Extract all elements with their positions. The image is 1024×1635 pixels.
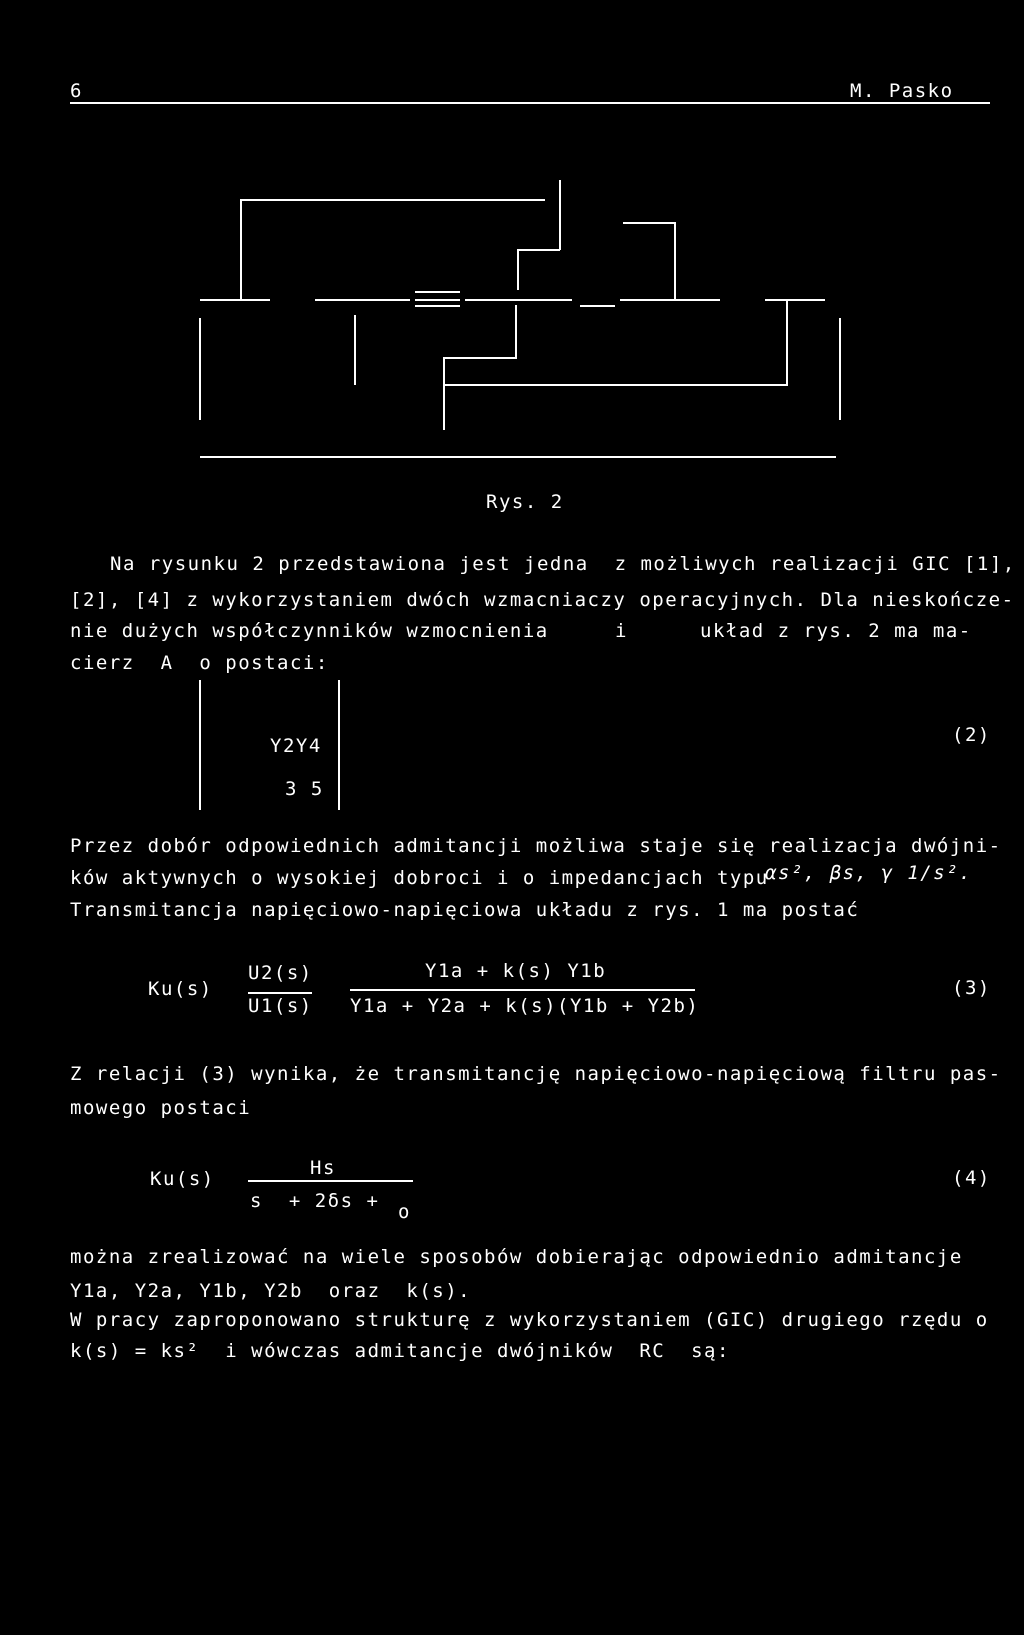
paragraph-line: cierz A o postaci: [70, 652, 329, 674]
fraction-numerator: Y1a + k(s) Y1b [425, 960, 607, 982]
paragraph-line: Z relacji (3) wynika, że transmitancję napięciowo-napięciową filtru pas- [70, 1063, 1002, 1085]
circuit-diagram [0, 0, 1024, 480]
paragraph-line: można zrealizować na wiele sposobów dobierając odpowiednio admitancje [70, 1246, 963, 1268]
fraction-numerator: Hs [310, 1157, 336, 1179]
paragraph-line: ków aktywnych o wysokiej dobroci i o impedancjach typu [70, 867, 769, 889]
impedance-types: αs², βs, γ 1/s². [765, 862, 973, 884]
matrix-entry: Y2Y4 [270, 735, 322, 757]
wire [444, 305, 516, 430]
paragraph-line: k(s) = ks² i wówczas admitancje dwójników RC są: [70, 1340, 730, 1362]
fraction-bar [248, 1180, 413, 1182]
equation-number: (3) [952, 977, 991, 999]
page-number: 6 [70, 80, 83, 102]
fraction-denominator: s + 2δs + [250, 1190, 393, 1212]
running-head-author: M. Pasko [850, 80, 954, 102]
paragraph-line: W pracy zaproponowano strukturę z wykorzystaniem (GIC) drugiego rzędu o [70, 1309, 989, 1331]
fraction-bar [350, 989, 695, 991]
paragraph-line: Przez dobór odpowiednich admitancji możliwa staje się realizacja dwójni- [70, 835, 1002, 857]
fraction-denominator-tail: o [398, 1201, 411, 1223]
paragraph-line: mowego postaci [70, 1097, 252, 1119]
paragraph-line: Transmitancja napięciowo-napięciowa układu z rys. 1 ma postać [70, 899, 860, 921]
fraction-denominator: Y1a + Y2a + k(s)(Y1b + Y2b) [350, 995, 700, 1017]
wire [241, 200, 545, 300]
figure-caption: Rys. 2 [486, 491, 564, 513]
paragraph-line: i [615, 620, 628, 642]
matrix-entry: 3 5 [285, 778, 324, 800]
ratio-numerator: U2(s) [248, 962, 313, 984]
ratio-denominator: U1(s) [248, 995, 313, 1017]
paragraph-line: układ z rys. 2 ma ma- [700, 620, 972, 642]
wire [444, 300, 787, 385]
paragraph-line: Y1a, Y2a, Y1b, Y2b oraz k(s). [70, 1280, 472, 1302]
paragraph-line: nie dużych współczynników wzmocnienia [70, 620, 549, 642]
equation-lhs: Ku(s) [150, 1168, 215, 1190]
equation-number: (4) [952, 1167, 991, 1189]
wire [623, 223, 675, 300]
equation-number: (2) [952, 724, 991, 746]
paragraph-line: Na rysunku 2 przedstawiona jest jedna z możliwych realizacji GIC [1], [110, 553, 1016, 575]
wire [518, 250, 560, 290]
fraction-bar [248, 992, 312, 994]
paragraph-line: [2], [4] z wykorzystaniem dwóch wzmacniaczy operacyjnych. Dla nieskończe- [70, 589, 1015, 611]
equation-lhs: Ku(s) [148, 978, 213, 1000]
